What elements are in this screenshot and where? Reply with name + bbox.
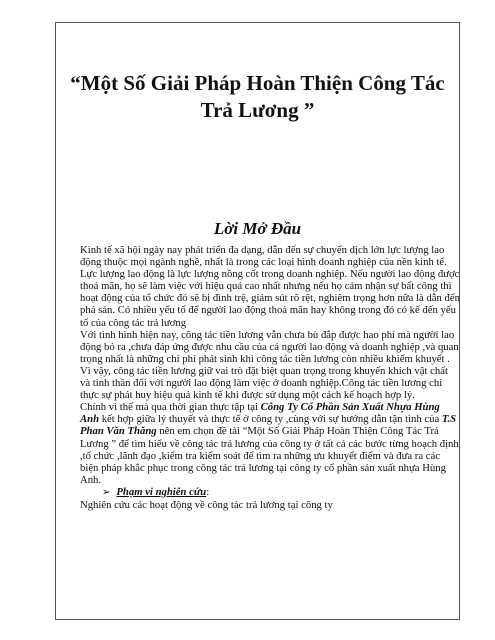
document-title: “Một Số Giải Pháp Hoàn Thiện Công Tác Trả Lương ”	[70, 71, 445, 122]
document-body	[80, 244, 460, 511]
paragraph-4	[80, 401, 460, 486]
advisor-name: T.S Phan Văn Thăng	[80, 413, 457, 438]
paragraph-1: Kinh tế xã hội ngày nay phát triển đa dạng, dẫn đến sự chuyển dịch lớn lực lượng lao động thuộc mọi ngành nghề, nhất là trong các loại hình doanh nghiệp của nền kinh tế. Lực lượng lao động là lực lượng nồng cốt trong doanh nghiệp. Nếu người lao động được thoả mãn, họ sẽ làm việc với hiệu quả cao nhất nhưng nếu họ cảm nhận sự bất công thì hoạt động của tổ chức đó sẽ bị đình trệ, giảm sút rõ rệt, nghiêm trọng hơn nữa là dẫn đến phá sản. Có nhiều yếu tố để người lao động thoả mãn hay không trong đó có kế đến yếu tố của công tác trả lương	[80, 244, 460, 329]
section-heading: Lời Mở Đầu	[213, 219, 302, 238]
company-name: Công Ty Cổ Phần Sản Xuất Nhựa Hùng Anh	[80, 401, 440, 426]
paragraph-4-text-1: Chính vì thế mà qua thời gian thực tập tại	[80, 401, 261, 414]
arrow-bullet-icon: ➢	[102, 486, 111, 498]
paragraph-4-text-2: kết hợp giữa lý thuyết và thực tế ở công ty ,cùng với sự hướng dẫn tận tình của	[99, 413, 442, 426]
paragraph-2: Với tình hình hiện nay, công tác tiền lương vẫn chưa bù đắp được hao phí mà người lao động bỏ ra ,chưa đáp ứng được nhu cầu của cả người lao động và doanh nghiệp ,và quan trọng nhất là những chi phí phát sinh khi công tác tiền lương còn nhiều khiếm khuyết .	[80, 328, 459, 365]
paragraph-3: Vì vậy, công tác tiền lương giữ vai trò đặt biệt quan trọng trong khuyến khích vật chất và tinh thần đối với người lao động làm việc ở doanh nghiệp.Công tác tiền lương chỉ thực sự phát huy hiệu quả kinh tế khi được sử dụng một cách kế hoạch hợp lý.	[80, 364, 448, 402]
scope-colon: :	[206, 485, 210, 498]
scope-text: Nghiên cứu các hoạt động về công tác trả lương tại công ty	[80, 498, 333, 511]
scope-title: Phạm vi nghiên cứu	[116, 485, 207, 498]
scope-heading	[80, 486, 460, 499]
paragraph-4-text-3: nên em chọn đề tài “Một Số Giải Pháp Hoàn Thiện Công Tác Trả Lương ” để tìm hiểu về công tác trả lương của công ty ở tất cả các bước từng hoạch định ,tổ chức ,lãnh đạo ,kiểm tra kiểm soát để tìm ra những ưu khuyết điểm và đưa ra các biện pháp khắc phục trong công tác trả lương tại công ty cổ phần sản xuất nhựa Hùng Anh.	[80, 425, 459, 486]
